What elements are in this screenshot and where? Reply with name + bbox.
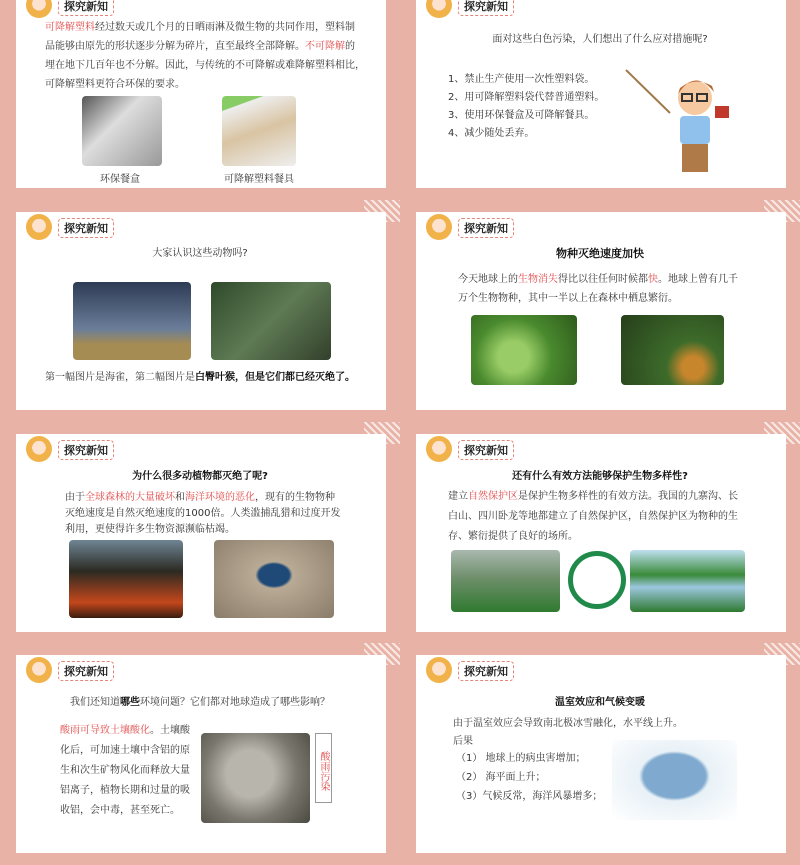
slide-nature-reserves[interactable] (400, 422, 800, 644)
acid-rain-label: 酸雨污染 (315, 733, 332, 803)
section-badge: 探究新知 (58, 440, 114, 460)
consequences-heading: 后果 (453, 736, 473, 747)
section-badge: 探究新知 (458, 218, 514, 238)
section-badge: 探究新知 (458, 440, 514, 460)
answer-text: 第一幅图片是海雀，第二幅图片是白臀叶猴，但是它们都已经灭绝了。 (45, 372, 355, 383)
girl-avatar-icon (26, 214, 52, 240)
plastic-box-image (82, 96, 162, 166)
biodegradable-tableware-image (222, 96, 296, 166)
corner-stripes (364, 643, 400, 665)
slide-extinct-animals[interactable] (0, 200, 400, 422)
corner-stripes (364, 200, 400, 222)
question: 面对这些白色污染，人们想出了什么应对措施呢? (492, 34, 708, 45)
corner-stripes (364, 422, 400, 444)
body-text: 今天地球上的生物消失得比以往任何时候都快。地球上曾有几千 万个生物物种，其中一半以上在森林中栖息繁衍。 (458, 274, 738, 304)
question: 我们还知道哪些环境问题？它们都对地球造成了哪些影响？ (70, 697, 330, 708)
slide-title: 温室效应和气候变暖 (555, 697, 645, 708)
corner-stripes (764, 422, 800, 444)
body-text: 由于温室效应会导致南北极冰雪融化，水平线上升。 (453, 718, 683, 729)
consequence-item: （3）气候反常，海洋风暴增多； (456, 791, 603, 802)
forest-fire-image (69, 540, 183, 618)
eroded-statue-image (201, 733, 310, 823)
body-text: 由于全球森林的大量破坏和海洋环境的恶化，现有的生物物种 灭绝速度是自然灭绝速度的1000倍。人类滥捕乱猎和过度开发 利用，更使得许多生物资源濒临枯竭。 (65, 492, 341, 535)
caption: 可降解塑料餐具 (224, 174, 294, 185)
slide-biodegradable-plastics[interactable] (0, 0, 400, 200)
consequence-item: （1） 地球上的病虫害增加； (456, 753, 586, 764)
flowering-tree-image (621, 315, 724, 385)
corner-stripes (764, 200, 800, 222)
tree-fruit-image (471, 315, 577, 385)
question: 还有什么有效方法能够保护生物多样性? (512, 471, 688, 482)
slide-acid-rain[interactable] (0, 643, 400, 865)
section-badge: 探究新知 (458, 661, 514, 681)
girl-avatar-icon (426, 657, 452, 683)
polar-bear-ice-image (612, 740, 737, 820)
slide-greenhouse-effect[interactable] (400, 643, 800, 865)
section-badge: 探究新知 (58, 218, 114, 238)
section-badge: 探究新知 (58, 0, 114, 16)
caption: 环保餐盒 (100, 174, 140, 185)
measure-item: 2、用可降解塑料袋代替普通塑料。 (448, 92, 605, 103)
slide-extinction-speed[interactable] (400, 200, 800, 422)
section-badge: 探究新知 (458, 0, 514, 16)
nature-reserve-logo-icon (568, 551, 626, 609)
girl-avatar-icon (426, 214, 452, 240)
girl-avatar-icon (26, 436, 52, 462)
puffin-image (73, 282, 191, 360)
wetland-image (630, 550, 745, 612)
question: 为什么很多动植物都灭绝了呢? (132, 471, 268, 482)
slide-white-pollution-measures[interactable] (400, 0, 800, 200)
section-badge: 探究新知 (58, 661, 114, 681)
measure-item: 4、减少随处丢弃。 (448, 128, 535, 139)
slide-why-extinction[interactable] (0, 422, 400, 644)
slide-title: 物种灭绝速度加快 (556, 247, 644, 260)
body-text: 建立自然保护区是保护生物多样性的有效方法。我国的九寨沟、长 白山、四川卧龙等地都建立了自然保护区，自然保护区为物种的生 存、繁衍提供了良好的场所。 (448, 491, 738, 542)
deer-grassland-image (451, 550, 560, 612)
measure-item: 1、禁止生产使用一次性塑料袋。 (448, 74, 595, 85)
consequence-item: （2） 海平面上升； (456, 772, 546, 783)
ocean-pollution-image (214, 540, 334, 618)
body-text: 可降解塑料经过数天或几个月的日晒雨淋及微生物的共同作用，塑料制 品能够由原先的形状逐步分解为碎片，直至最终全部降解。不可降解的 埋在地下几百年也不分解。因此，与传统的不可降解或难降解塑料相比， 可降解塑料更符合环保的要求。 (45, 22, 365, 90)
girl-avatar-icon (26, 657, 52, 683)
douc-langur-image (211, 282, 331, 360)
corner-stripes (764, 643, 800, 665)
body-text: 酸雨可导致土壤酸化。土壤酸 化后，可加速土壤中含铝的原 生和次生矿物风化而释放大量 铝离子，植物长期和过量的吸 收铝，会中毒，甚至死亡。 (60, 725, 190, 816)
teacher-illustration-icon (620, 68, 740, 178)
question: 大家认识这些动物吗? (152, 248, 248, 259)
girl-avatar-icon (426, 436, 452, 462)
measure-item: 3、使用环保餐盒及可降解餐具。 (448, 110, 595, 121)
